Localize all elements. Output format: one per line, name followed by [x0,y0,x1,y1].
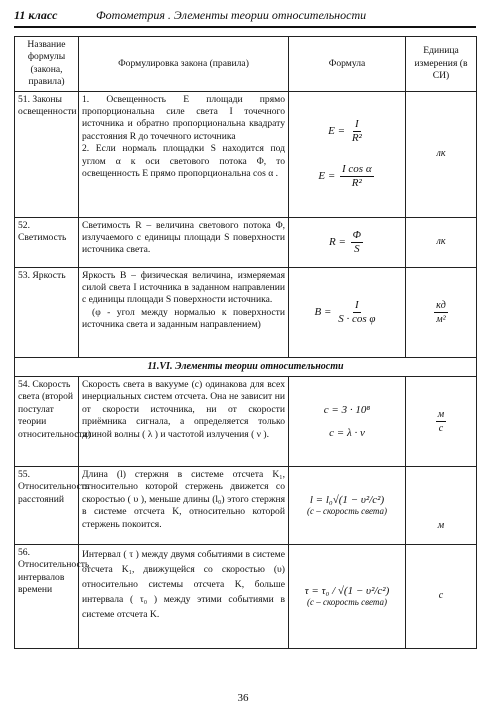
row-name: 56. Относительность интервалов времени [15,545,79,649]
page-title: Фотометрия . Элементы теории относительности [96,8,367,22]
formula-lhs: R = [328,235,346,248]
denominator: S · cos φ [338,312,376,325]
formula-2 [292,163,402,190]
formula: l = l₀√(1 − υ²/c²) [309,493,385,506]
col-header-unit: Единица измерения (в СИ) [406,37,477,92]
row-law: Интервал ( τ ) между двумя событиями в системе отсчета K₁, движущейся со скоростью (υ) относительно системы отсчета K, больше интервала ( τ₀ ) между этими событиями в системе отсчета K. [79,545,289,649]
col-header-name: Название формулы (закона, правила) [15,37,79,92]
row-unit: лк [406,217,477,267]
row-law: Длина (l) стержня в системе отсчета K₁, относительно которой стержень движется со скоростью ( υ ), меньше длины (l₀) этого стержня в системе отсчета K, относительно которой стержень покоится. [79,467,289,545]
formula-1: c = 3 · 10⁸ [323,404,371,417]
unit-fraction [436,408,446,435]
denominator: S [354,242,360,255]
row-name: 53. Яркость [15,267,79,357]
row-law: Светимость R – величина светового потока Φ, излучаемого с единицы площади S поверхности источника света. [79,217,289,267]
formula-note: (c – скорость света) [306,597,388,608]
row-formula [289,217,406,267]
formula-lhs: B = [314,305,332,318]
table-row [15,217,477,267]
row-unit: с [406,545,477,649]
formula: τ = τ₀ / √(1 − υ²/c²) [304,584,390,597]
unit-fraction [434,299,448,326]
formula-2: c = λ · ν [329,426,365,439]
section-title: 11.VI. Элементы теории относительности [15,357,477,376]
row-law [79,91,289,217]
table-row [15,545,477,649]
row-law [79,267,289,357]
formula-table [14,36,477,649]
fraction [350,118,364,145]
unit-denominator: с [438,423,444,435]
fraction [340,163,374,190]
formula-1 [292,118,402,145]
row-formula [289,377,406,467]
row-formula [289,267,406,357]
row-unit [406,267,477,357]
section-row [15,357,477,376]
formula-note: (c – скорость света) [306,506,388,517]
numerator: Φ [352,228,362,241]
formula-lhs: E = [318,170,336,183]
page-number: 36 [237,692,249,704]
numerator: I [354,298,359,311]
law-note: (φ - угол между нормалью к поверхности источника света и заданным направлением) [82,306,285,331]
numerator: I cos α [342,163,372,176]
law-text-1: 1. Освещенность E площади прямо пропорциональна силе света I точечного источника и обратно пропорциональна квадрату расстояния R до точечного источника [82,93,285,142]
col-header-formula: Формула [289,37,406,92]
table-row [15,267,477,357]
row-formula [289,467,406,545]
row-formula [289,91,406,217]
formula-lhs: E = [328,125,346,138]
fraction [351,229,363,256]
denominator: R² [351,177,362,190]
row-name: 54. Скорость света (второй постулат теории относительности) [15,377,79,467]
row-unit: м [406,467,477,545]
table-row [15,467,477,545]
row-name: 55. Относительность расстояний [15,467,79,545]
law-text-2: 2. Если нормаль площадки S находится под углом α к оси светового потока Φ, то освещенность E прямо пропорциональна cos α . [82,143,285,180]
denominator: R² [351,132,362,145]
col-header-law: Формулировка закона (правила) [79,37,289,92]
row-unit: лк [406,91,477,217]
class-label: 11 класс [14,8,58,22]
law-text: Яркость B – физическая величина, измеряемая силой света I источника в заданном направлении с единицы площади S поверхности источника. [82,269,285,306]
unit-numerator: м [437,409,445,421]
header-rule [14,26,476,28]
row-name: 51. Законы освещенности [15,91,79,217]
table-row [15,91,477,217]
table-header-row [15,37,477,92]
numerator: I [354,118,359,131]
row-name: 52. Светимость [15,217,79,267]
row-law: Скорость света в вакууме (c) одинакова для всех инерциальных систем отсчета. Она не зависит ни от скорости источника, ни от скорости приёмника сигнала, а определяется только длиной волны ( λ ) и частотой излучения ( ν ). [79,377,289,467]
row-unit [406,377,477,467]
row-formula [289,545,406,649]
table-row [15,377,477,467]
unit-denominator: м² [436,313,446,325]
fraction [336,299,377,326]
unit-numerator: кд [436,299,446,311]
